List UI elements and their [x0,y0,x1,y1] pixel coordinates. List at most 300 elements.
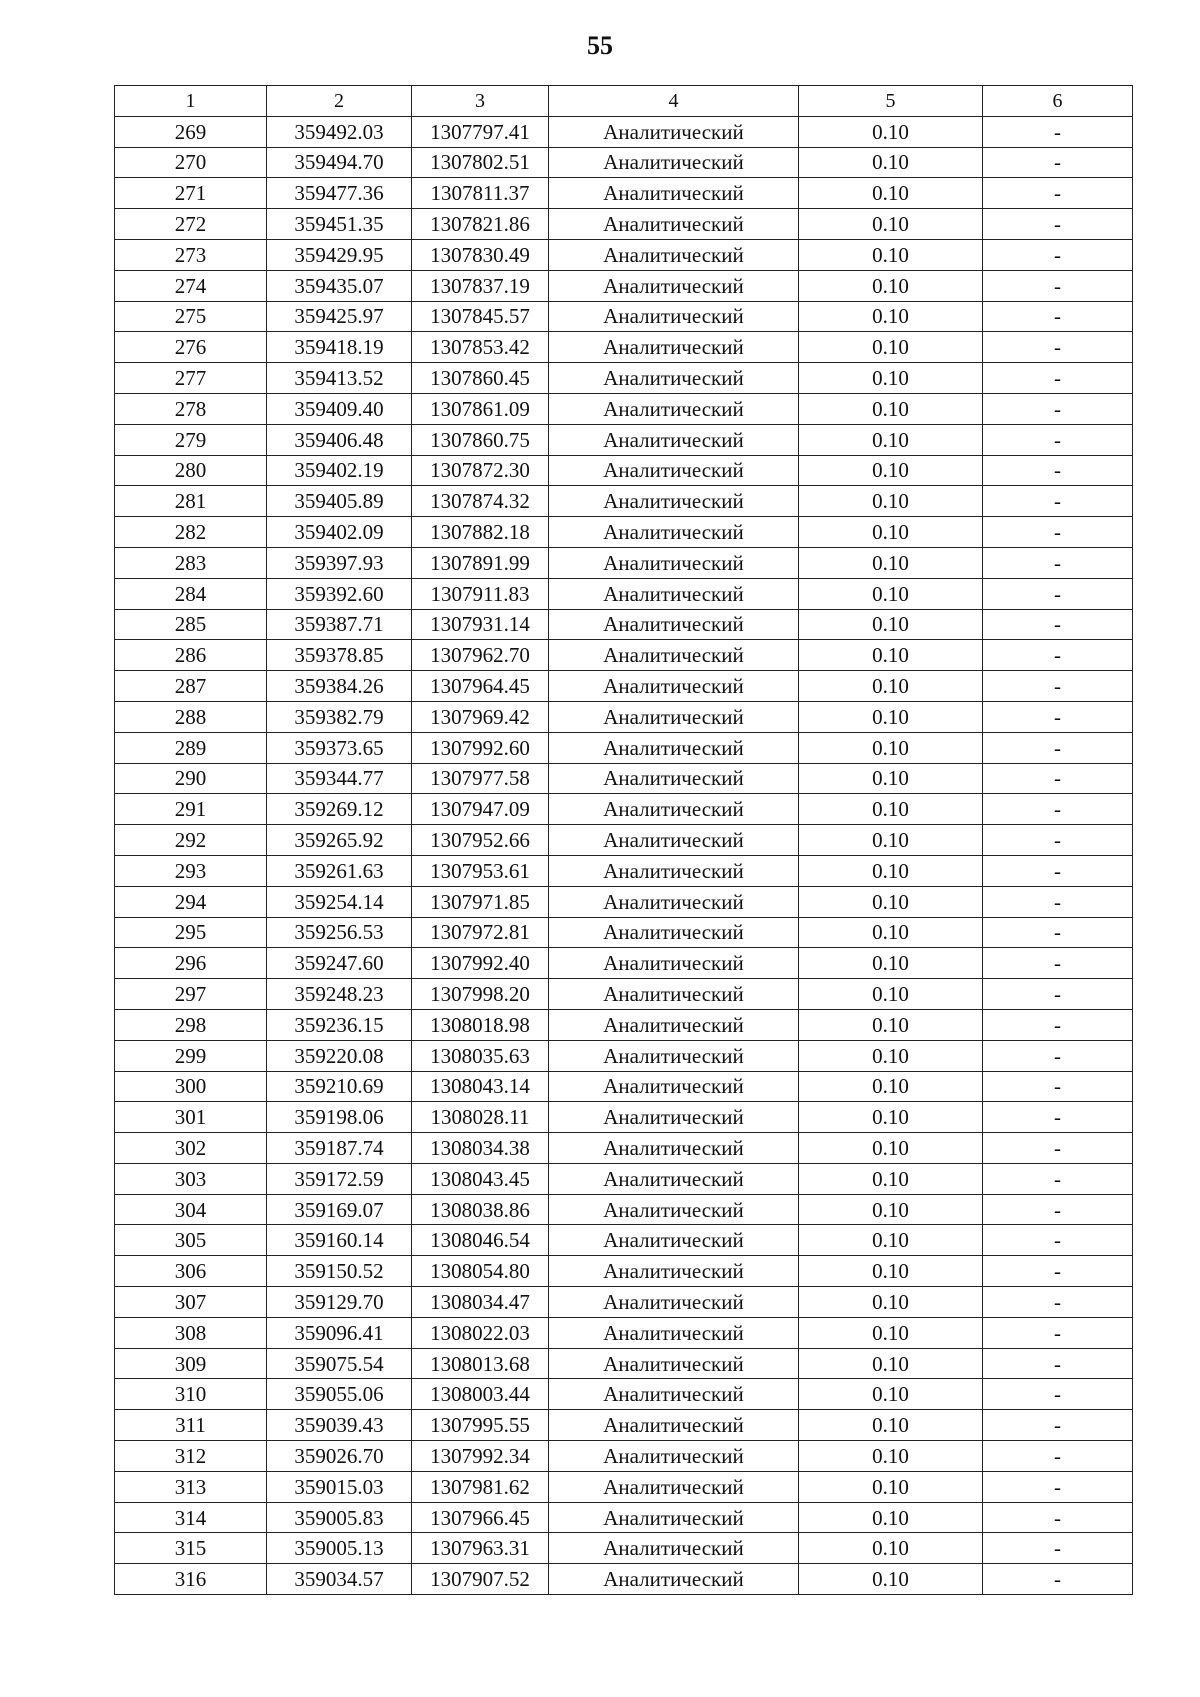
x-coordinate-cell: 359406.48 [267,424,412,455]
method-cell: Аналитический [549,948,799,979]
point-number-cell: 300 [115,1071,267,1102]
point-number-cell: 287 [115,671,267,702]
description-cell: - [983,332,1133,363]
table-row [115,1009,1133,1040]
table-row [115,1317,1133,1348]
point-number-cell: 293 [115,855,267,886]
accuracy-cell: 0.10 [799,517,983,548]
x-coordinate-cell: 359435.07 [267,270,412,301]
accuracy-cell: 0.10 [799,393,983,424]
y-coordinate-cell: 1308013.68 [412,1348,549,1379]
table-row [115,1379,1133,1410]
x-coordinate-cell: 359039.43 [267,1410,412,1441]
method-cell: Аналитический [549,732,799,763]
x-coordinate-cell: 359477.36 [267,178,412,209]
y-coordinate-cell: 1307911.83 [412,578,549,609]
description-cell: - [983,1225,1133,1256]
table-row [115,1256,1133,1287]
point-number-cell: 273 [115,239,267,270]
accuracy-cell: 0.10 [799,917,983,948]
point-number-cell: 304 [115,1194,267,1225]
table-row [115,1194,1133,1225]
description-cell: - [983,209,1133,240]
x-coordinate-cell: 359269.12 [267,794,412,825]
method-cell: Аналитический [549,917,799,948]
x-coordinate-cell: 359494.70 [267,147,412,178]
x-coordinate-cell: 359265.92 [267,825,412,856]
accuracy-cell: 0.10 [799,1348,983,1379]
point-number-cell: 283 [115,547,267,578]
point-number-cell: 308 [115,1317,267,1348]
point-number-cell: 311 [115,1410,267,1441]
description-cell: - [983,517,1133,548]
method-cell: Аналитический [549,1194,799,1225]
x-coordinate-cell: 359397.93 [267,547,412,578]
method-cell: Аналитический [549,517,799,548]
x-coordinate-cell: 359409.40 [267,393,412,424]
accuracy-cell: 0.10 [799,486,983,517]
point-number-cell: 281 [115,486,267,517]
point-number-cell: 285 [115,609,267,640]
accuracy-cell: 0.10 [799,1410,983,1441]
table-row [115,270,1133,301]
y-coordinate-cell: 1308028.11 [412,1102,549,1133]
y-coordinate-cell: 1307992.60 [412,732,549,763]
y-coordinate-cell: 1307964.45 [412,671,549,702]
y-coordinate-cell: 1307992.34 [412,1441,549,1472]
accuracy-cell: 0.10 [799,1194,983,1225]
description-cell: - [983,455,1133,486]
x-coordinate-cell: 359129.70 [267,1287,412,1318]
table-row [115,147,1133,178]
method-cell: Аналитический [549,1256,799,1287]
accuracy-cell: 0.10 [799,886,983,917]
y-coordinate-cell: 1308043.14 [412,1071,549,1102]
description-cell: - [983,1040,1133,1071]
y-coordinate-cell: 1307966.45 [412,1502,549,1533]
description-cell: - [983,1348,1133,1379]
accuracy-cell: 0.10 [799,116,983,147]
table-row [115,1040,1133,1071]
y-coordinate-cell: 1307969.42 [412,701,549,732]
table-row [115,979,1133,1010]
table-row [115,701,1133,732]
accuracy-cell: 0.10 [799,1502,983,1533]
table-row [115,486,1133,517]
method-cell: Аналитический [549,147,799,178]
table-row [115,1225,1133,1256]
point-number-cell: 312 [115,1441,267,1472]
method-cell: Аналитический [549,855,799,886]
point-number-cell: 277 [115,363,267,394]
method-cell: Аналитический [549,1163,799,1194]
method-cell: Аналитический [549,886,799,917]
y-coordinate-cell: 1308038.86 [412,1194,549,1225]
point-number-cell: 276 [115,332,267,363]
accuracy-cell: 0.10 [799,239,983,270]
table-row [115,1564,1133,1595]
point-number-cell: 310 [115,1379,267,1410]
description-cell: - [983,825,1133,856]
description-cell: - [983,979,1133,1010]
description-cell: - [983,239,1133,270]
accuracy-cell: 0.10 [799,270,983,301]
description-cell: - [983,1009,1133,1040]
point-number-cell: 296 [115,948,267,979]
point-number-cell: 272 [115,209,267,240]
method-cell: Аналитический [549,424,799,455]
description-cell: - [983,763,1133,794]
description-cell: - [983,886,1133,917]
method-cell: Аналитический [549,1348,799,1379]
y-coordinate-cell: 1307971.85 [412,886,549,917]
method-cell: Аналитический [549,239,799,270]
accuracy-cell: 0.10 [799,701,983,732]
description-cell: - [983,732,1133,763]
description-cell: - [983,363,1133,394]
table-row [115,640,1133,671]
y-coordinate-cell: 1308034.38 [412,1133,549,1164]
y-coordinate-cell: 1308022.03 [412,1317,549,1348]
x-coordinate-cell: 359075.54 [267,1348,412,1379]
x-coordinate-cell: 359451.35 [267,209,412,240]
table-row [115,1502,1133,1533]
y-coordinate-cell: 1307998.20 [412,979,549,1010]
y-coordinate-cell: 1307882.18 [412,517,549,548]
x-coordinate-cell: 359402.19 [267,455,412,486]
accuracy-cell: 0.10 [799,1533,983,1564]
accuracy-cell: 0.10 [799,1071,983,1102]
table-row [115,1348,1133,1379]
method-cell: Аналитический [549,547,799,578]
method-cell: Аналитический [549,301,799,332]
table-row [115,209,1133,240]
point-number-cell: 315 [115,1533,267,1564]
accuracy-cell: 0.10 [799,332,983,363]
y-coordinate-cell: 1308043.45 [412,1163,549,1194]
y-coordinate-cell: 1307845.57 [412,301,549,332]
x-coordinate-cell: 359160.14 [267,1225,412,1256]
x-coordinate-cell: 359492.03 [267,116,412,147]
y-coordinate-cell: 1307907.52 [412,1564,549,1595]
point-number-cell: 303 [115,1163,267,1194]
description-cell: - [983,270,1133,301]
x-coordinate-cell: 359248.23 [267,979,412,1010]
y-coordinate-cell: 1307981.62 [412,1471,549,1502]
y-coordinate-cell: 1307953.61 [412,855,549,886]
table-row [115,917,1133,948]
method-cell: Аналитический [549,393,799,424]
point-number-cell: 291 [115,794,267,825]
point-number-cell: 297 [115,979,267,1010]
method-cell: Аналитический [549,640,799,671]
x-coordinate-cell: 359382.79 [267,701,412,732]
point-number-cell: 290 [115,763,267,794]
x-coordinate-cell: 359261.63 [267,855,412,886]
accuracy-cell: 0.10 [799,979,983,1010]
x-coordinate-cell: 359387.71 [267,609,412,640]
description-cell: - [983,1533,1133,1564]
method-cell: Аналитический [549,1379,799,1410]
x-coordinate-cell: 359210.69 [267,1071,412,1102]
x-coordinate-cell: 359418.19 [267,332,412,363]
y-coordinate-cell: 1307992.40 [412,948,549,979]
description-cell: - [983,301,1133,332]
table-row [115,1471,1133,1502]
point-number-cell: 271 [115,178,267,209]
x-coordinate-cell: 359378.85 [267,640,412,671]
table-row [115,763,1133,794]
y-coordinate-cell: 1308034.47 [412,1287,549,1318]
x-coordinate-cell: 359373.65 [267,732,412,763]
table-row [115,301,1133,332]
x-coordinate-cell: 359236.15 [267,1009,412,1040]
table-row [115,794,1133,825]
table-row [115,116,1133,147]
x-coordinate-cell: 359169.07 [267,1194,412,1225]
method-cell: Аналитический [549,979,799,1010]
table-row [115,239,1133,270]
point-number-cell: 292 [115,825,267,856]
accuracy-cell: 0.10 [799,209,983,240]
header-cell-col3: 3 [412,86,549,117]
point-number-cell: 269 [115,116,267,147]
table-row [115,1533,1133,1564]
table-row [115,1441,1133,1472]
point-number-cell: 270 [115,147,267,178]
x-coordinate-cell: 359254.14 [267,886,412,917]
point-number-cell: 298 [115,1009,267,1040]
description-cell: - [983,178,1133,209]
method-cell: Аналитический [549,1317,799,1348]
accuracy-cell: 0.10 [799,1441,983,1472]
description-cell: - [983,424,1133,455]
table-row [115,547,1133,578]
table-row [115,1133,1133,1164]
y-coordinate-cell: 1307860.75 [412,424,549,455]
method-cell: Аналитический [549,486,799,517]
table-row [115,1163,1133,1194]
point-number-cell: 275 [115,301,267,332]
x-coordinate-cell: 359096.41 [267,1317,412,1348]
table-row [115,1287,1133,1318]
x-coordinate-cell: 359247.60 [267,948,412,979]
y-coordinate-cell: 1307891.99 [412,547,549,578]
point-number-cell: 299 [115,1040,267,1071]
method-cell: Аналитический [549,209,799,240]
x-coordinate-cell: 359005.83 [267,1502,412,1533]
y-coordinate-cell: 1307947.09 [412,794,549,825]
y-coordinate-cell: 1308018.98 [412,1009,549,1040]
header-row [115,86,1133,117]
description-cell: - [983,1379,1133,1410]
method-cell: Аналитический [549,363,799,394]
accuracy-cell: 0.10 [799,1317,983,1348]
accuracy-cell: 0.10 [799,1256,983,1287]
description-cell: - [983,1287,1133,1318]
accuracy-cell: 0.10 [799,1225,983,1256]
accuracy-cell: 0.10 [799,455,983,486]
description-cell: - [983,640,1133,671]
method-cell: Аналитический [549,1009,799,1040]
accuracy-cell: 0.10 [799,178,983,209]
point-number-cell: 307 [115,1287,267,1318]
point-number-cell: 294 [115,886,267,917]
x-coordinate-cell: 359256.53 [267,917,412,948]
accuracy-cell: 0.10 [799,825,983,856]
y-coordinate-cell: 1307995.55 [412,1410,549,1441]
x-coordinate-cell: 359392.60 [267,578,412,609]
point-number-cell: 286 [115,640,267,671]
x-coordinate-cell: 359405.89 [267,486,412,517]
accuracy-cell: 0.10 [799,671,983,702]
y-coordinate-cell: 1308035.63 [412,1040,549,1071]
x-coordinate-cell: 359005.13 [267,1533,412,1564]
description-cell: - [983,1194,1133,1225]
method-cell: Аналитический [549,763,799,794]
description-cell: - [983,609,1133,640]
x-coordinate-cell: 359034.57 [267,1564,412,1595]
table-row [115,825,1133,856]
accuracy-cell: 0.10 [799,424,983,455]
table-row [115,424,1133,455]
method-cell: Аналитический [549,578,799,609]
coordinates-table [114,85,1133,1595]
point-number-cell: 295 [115,917,267,948]
page-number: 55 [587,31,613,60]
y-coordinate-cell: 1308046.54 [412,1225,549,1256]
accuracy-cell: 0.10 [799,1287,983,1318]
table-row [115,455,1133,486]
accuracy-cell: 0.10 [799,547,983,578]
accuracy-cell: 0.10 [799,147,983,178]
y-coordinate-cell: 1307802.51 [412,147,549,178]
table-row [115,732,1133,763]
description-cell: - [983,147,1133,178]
description-cell: - [983,1471,1133,1502]
point-number-cell: 305 [115,1225,267,1256]
accuracy-cell: 0.10 [799,1040,983,1071]
x-coordinate-cell: 359220.08 [267,1040,412,1071]
table-row [115,948,1133,979]
description-cell: - [983,701,1133,732]
point-number-cell: 301 [115,1102,267,1133]
description-cell: - [983,547,1133,578]
description-cell: - [983,948,1133,979]
point-number-cell: 309 [115,1348,267,1379]
description-cell: - [983,1502,1133,1533]
header-cell-col1: 1 [115,86,267,117]
point-number-cell: 306 [115,1256,267,1287]
method-cell: Аналитический [549,825,799,856]
table-row [115,855,1133,886]
accuracy-cell: 0.10 [799,1564,983,1595]
accuracy-cell: 0.10 [799,763,983,794]
description-cell: - [983,1441,1133,1472]
point-number-cell: 314 [115,1502,267,1533]
method-cell: Аналитический [549,1564,799,1595]
method-cell: Аналитический [549,1287,799,1318]
method-cell: Аналитический [549,701,799,732]
header-cell-col5: 5 [799,86,983,117]
y-coordinate-cell: 1307963.31 [412,1533,549,1564]
y-coordinate-cell: 1307972.81 [412,917,549,948]
y-coordinate-cell: 1307952.66 [412,825,549,856]
y-coordinate-cell: 1307830.49 [412,239,549,270]
point-number-cell: 313 [115,1471,267,1502]
description-cell: - [983,1071,1133,1102]
description-cell: - [983,1317,1133,1348]
accuracy-cell: 0.10 [799,1471,983,1502]
y-coordinate-cell: 1307977.58 [412,763,549,794]
method-cell: Аналитический [549,1071,799,1102]
y-coordinate-cell: 1307931.14 [412,609,549,640]
y-coordinate-cell: 1307853.42 [412,332,549,363]
y-coordinate-cell: 1307861.09 [412,393,549,424]
table-row [115,671,1133,702]
point-number-cell: 279 [115,424,267,455]
y-coordinate-cell: 1307962.70 [412,640,549,671]
description-cell: - [983,486,1133,517]
y-coordinate-cell: 1308054.80 [412,1256,549,1287]
description-cell: - [983,393,1133,424]
y-coordinate-cell: 1308003.44 [412,1379,549,1410]
point-number-cell: 280 [115,455,267,486]
x-coordinate-cell: 359150.52 [267,1256,412,1287]
method-cell: Аналитический [549,1410,799,1441]
point-number-cell: 302 [115,1133,267,1164]
y-coordinate-cell: 1307874.32 [412,486,549,517]
point-number-cell: 289 [115,732,267,763]
accuracy-cell: 0.10 [799,1102,983,1133]
x-coordinate-cell: 359026.70 [267,1441,412,1472]
description-cell: - [983,1410,1133,1441]
header-cell-col4: 4 [549,86,799,117]
method-cell: Аналитический [549,671,799,702]
table-row [115,886,1133,917]
accuracy-cell: 0.10 [799,1133,983,1164]
x-coordinate-cell: 359172.59 [267,1163,412,1194]
description-cell: - [983,855,1133,886]
point-number-cell: 282 [115,517,267,548]
method-cell: Аналитический [549,1040,799,1071]
accuracy-cell: 0.10 [799,578,983,609]
method-cell: Аналитический [549,1471,799,1502]
description-cell: - [983,1163,1133,1194]
method-cell: Аналитический [549,178,799,209]
description-cell: - [983,917,1133,948]
table-row [115,517,1133,548]
accuracy-cell: 0.10 [799,1163,983,1194]
description-cell: - [983,1102,1133,1133]
accuracy-cell: 0.10 [799,609,983,640]
x-coordinate-cell: 359187.74 [267,1133,412,1164]
description-cell: - [983,1256,1133,1287]
table-row [115,609,1133,640]
method-cell: Аналитический [549,455,799,486]
table-body [115,116,1133,1594]
method-cell: Аналитический [549,1225,799,1256]
y-coordinate-cell: 1307797.41 [412,116,549,147]
accuracy-cell: 0.10 [799,732,983,763]
table-row [115,1410,1133,1441]
y-coordinate-cell: 1307821.86 [412,209,549,240]
method-cell: Аналитический [549,794,799,825]
x-coordinate-cell: 359429.95 [267,239,412,270]
method-cell: Аналитический [549,1441,799,1472]
x-coordinate-cell: 359015.03 [267,1471,412,1502]
accuracy-cell: 0.10 [799,1009,983,1040]
